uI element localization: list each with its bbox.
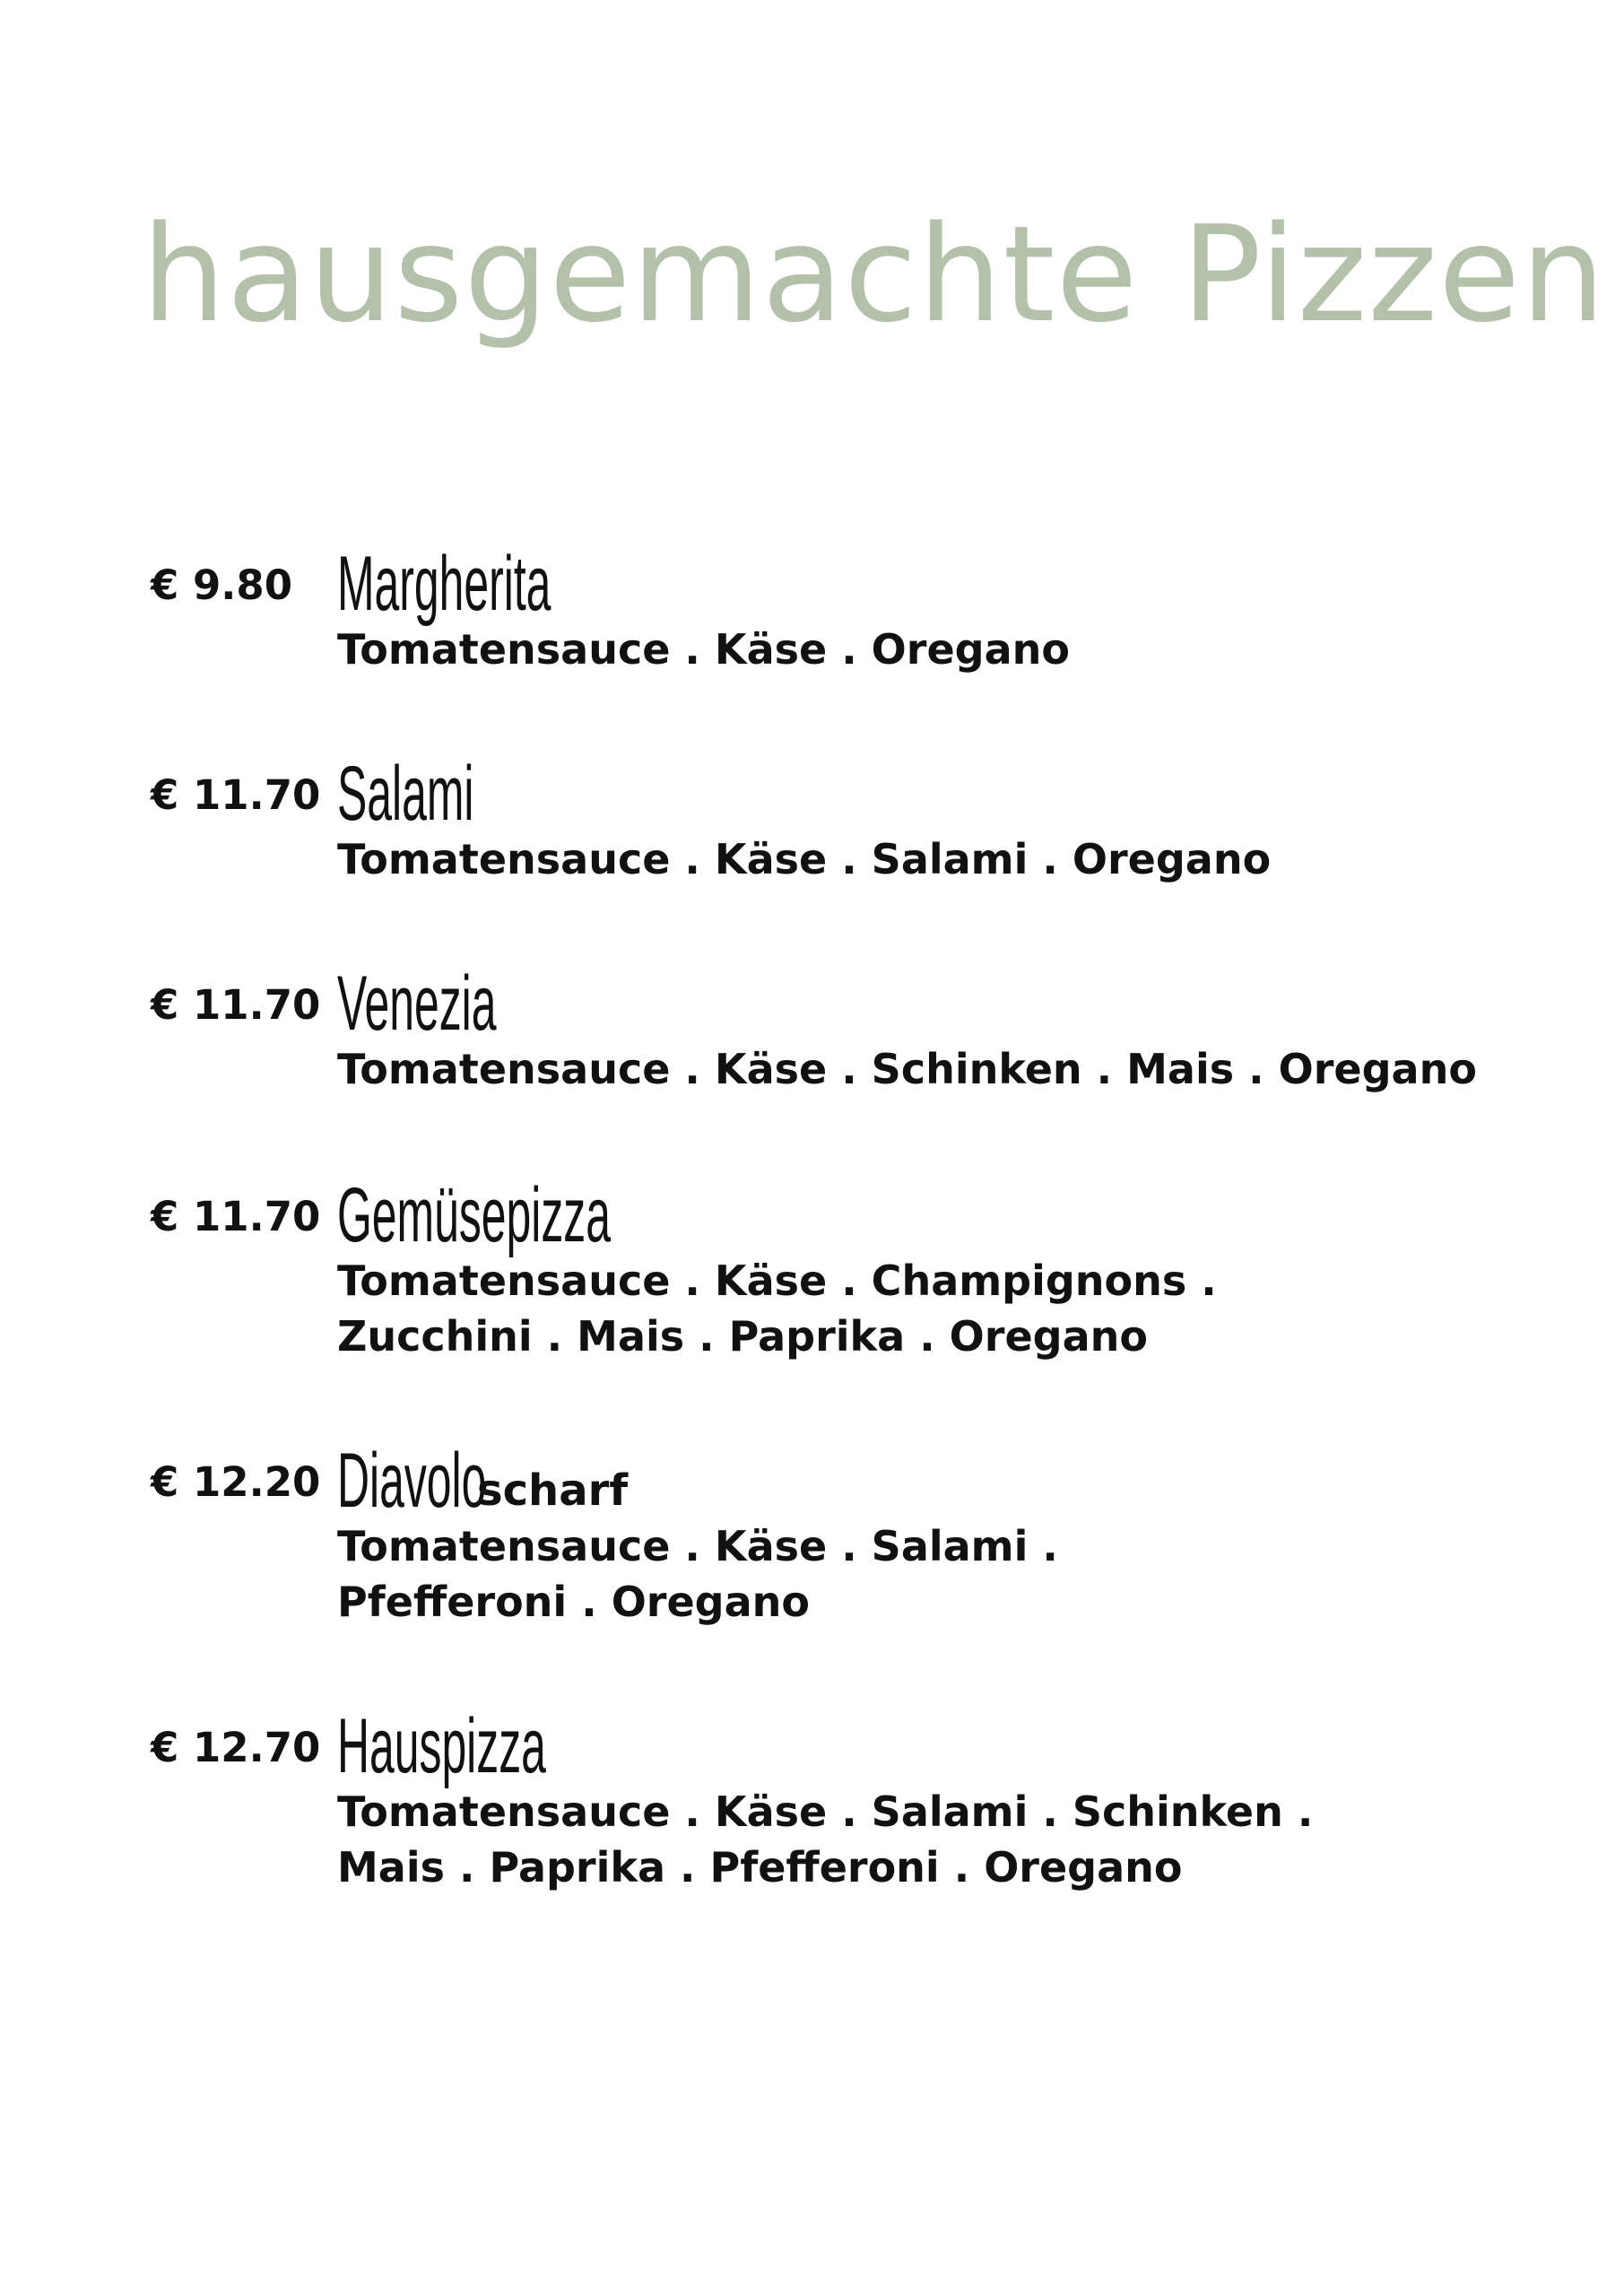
item-name: Salami	[337, 751, 474, 837]
item-description-line: Mais . Paprika . Pfefferoni . Oregano	[337, 1843, 1183, 1892]
page-title: hausgemachte Pizzen	[142, 197, 1606, 352]
item-description-line: Tomatensauce . Käse . Salami .	[337, 1522, 1058, 1570]
item-price: € 11.70	[151, 981, 321, 1029]
item-price: € 11.70	[151, 1193, 321, 1240]
item-description	[337, 1518, 1058, 1630]
item-description	[337, 622, 1070, 677]
item-name-line	[337, 541, 706, 627]
item-description	[337, 831, 1271, 887]
item-name-line	[337, 1703, 698, 1789]
item-name: Hauspizza	[337, 1703, 546, 1789]
item-name-line	[337, 1438, 629, 1524]
item-description-line: Tomatensauce . Käse . Salami . Oregano	[337, 835, 1272, 883]
item-name: Diavolo	[337, 1438, 487, 1524]
item-price: € 11.70	[151, 771, 321, 819]
item-description-line: Tomatensauce . Käse . Champignons .	[337, 1257, 1217, 1305]
item-name-line	[337, 961, 612, 1047]
item-name: Venezia	[337, 961, 497, 1047]
item-note: scharf	[477, 1465, 629, 1516]
item-description-line: Zucchini . Mais . Paprika . Oregano	[337, 1312, 1148, 1361]
item-name: Margherita	[337, 541, 551, 627]
item-name: Gemüsepizza	[337, 1172, 611, 1258]
item-description	[337, 1784, 1313, 1895]
item-description	[337, 1041, 1477, 1097]
item-description-line: Pfefferoni . Oregano	[337, 1578, 811, 1626]
item-name-line	[337, 751, 573, 837]
item-name-line	[337, 1172, 809, 1258]
item-price: € 12.70	[151, 1724, 321, 1771]
item-description-line: Tomatensauce . Käse . Schinken . Mais . Oregano	[337, 1045, 1477, 1093]
item-description-line: Tomatensauce . Käse . Oregano	[337, 625, 1070, 674]
item-price: € 12.20	[151, 1458, 321, 1506]
item-price: € 9.80	[151, 561, 293, 609]
item-description-line: Tomatensauce . Käse . Salami . Schinken .	[337, 1787, 1314, 1836]
item-description	[337, 1253, 1217, 1364]
